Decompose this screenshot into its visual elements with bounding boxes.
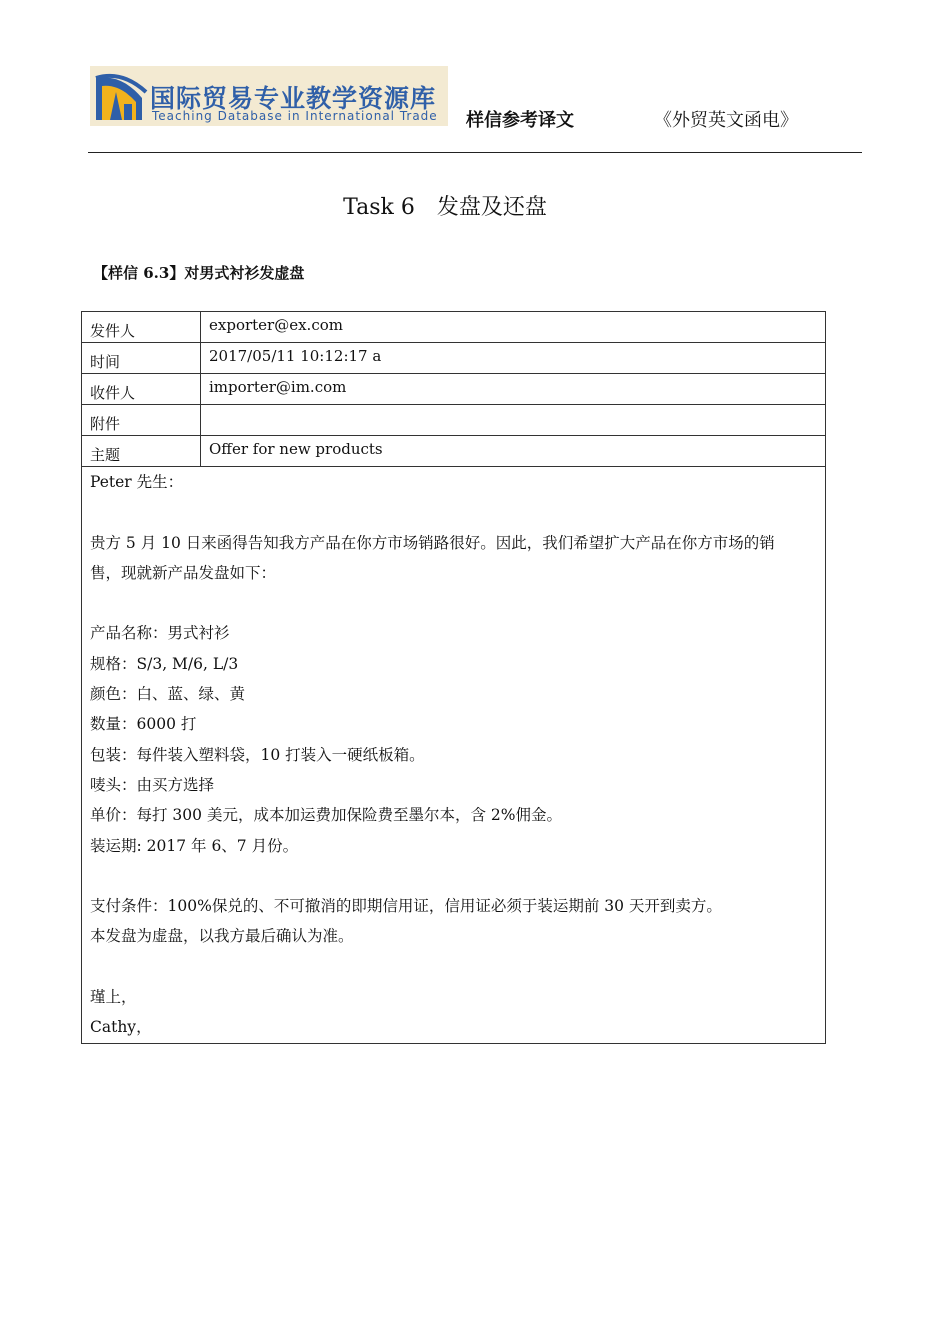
- recipient-label: 收件人: [82, 374, 201, 405]
- subject-value: Offer for new products: [201, 436, 826, 467]
- term-packing: 包装：每件装入塑料袋，10 打装入一硬纸板箱。: [90, 745, 425, 764]
- term-product-name: 产品名称：男式衬衫: [90, 624, 230, 643]
- intro-line-1: 贵方 5 月 10 日来函得告知我方产品在你方市场销路很好。因此，我们希望扩大产品在你方市场的销: [90, 533, 775, 552]
- sender-label: 发件人: [82, 312, 201, 343]
- recipient-value: importer@im.com: [201, 374, 826, 405]
- email-body: [82, 467, 826, 1044]
- table-row: [82, 374, 826, 405]
- attachment-value: [201, 405, 826, 436]
- attachment-label: 附件: [82, 405, 201, 436]
- table-row: [82, 312, 826, 343]
- term-specification: 规格：S/3, M/6, L/3: [90, 654, 239, 673]
- term-colors: 颜色：白、蓝、绿、黄: [90, 685, 246, 704]
- term-quantity: 数量：6000 打: [90, 715, 197, 734]
- email-table: [81, 311, 826, 1044]
- table-row: [82, 467, 826, 1044]
- page-header: [88, 66, 862, 153]
- subject-label: 主题: [82, 436, 201, 467]
- payment-terms: 支付条件：100%保兑的、不可撤消的即期信用证，信用证必须于装运期前 30 天开到卖方。: [90, 897, 722, 916]
- greeting: Peter 先生：: [90, 473, 184, 491]
- logo-chinese-text: 国际贸易专业教学资源库: [150, 84, 437, 113]
- time-label: 时间: [82, 343, 201, 374]
- closing: 瑾上，: [90, 988, 137, 1007]
- doc-type-label: 样信参考译文: [466, 110, 574, 131]
- logo-emblem-icon: [92, 68, 148, 124]
- sample-letter-title: 【样信 6.3】对男式衬衫发虚盘: [93, 264, 305, 282]
- offer-note: 本发盘为虚盘，以我方最后确认为准。: [90, 927, 354, 946]
- logo: [90, 66, 448, 126]
- time-value: 2017/05/11 10:12:17 a: [201, 343, 826, 374]
- intro-line-2: 售，现就新产品发盘如下：: [90, 563, 277, 582]
- term-shipment: 装运期: 2017 年 6、7 月份。: [90, 836, 299, 855]
- book-title: 《外贸英文函电》: [654, 110, 798, 131]
- logo-english-text: Teaching Database in International Trade: [152, 109, 438, 123]
- term-unit-price: 单价：每打 300 美元，成本加运费加保险费至墨尔本，含 2%佣金。: [90, 806, 562, 825]
- sender-value: exporter@ex.com: [201, 312, 826, 343]
- table-row: [82, 405, 826, 436]
- table-row: [82, 343, 826, 374]
- task-title: Task 6 发盘及还盘: [343, 195, 547, 220]
- table-row: [82, 436, 826, 467]
- signature: Cathy，: [90, 1018, 152, 1037]
- term-shipping-marks: 唛头：由买方选择: [90, 775, 215, 794]
